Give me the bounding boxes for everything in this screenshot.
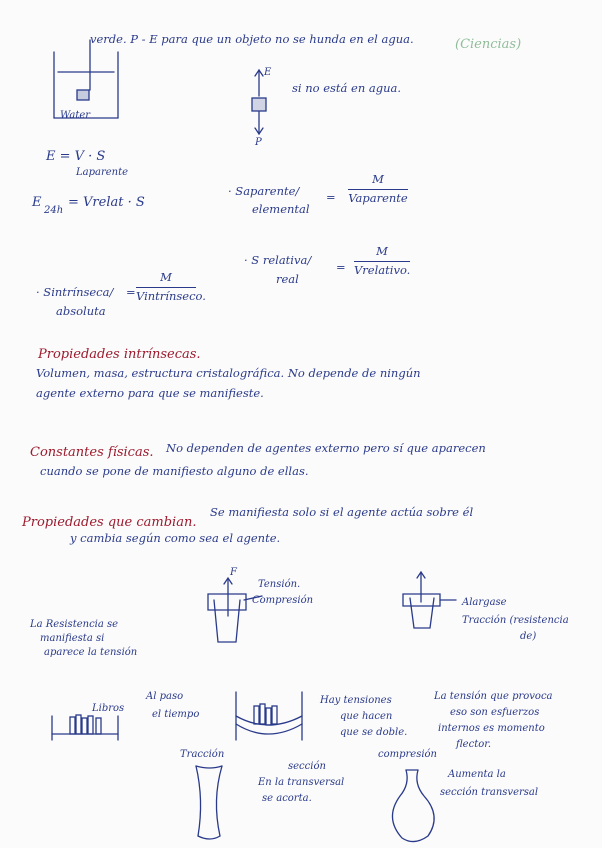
bookshelf-bent-sketch [236,692,302,740]
resist-note-3: aparece la tensión [44,647,138,658]
tension-label: Tensión. [258,579,301,590]
section1-line2: agente externo para que se manifieste. [36,386,264,400]
time-label-2: el tiempo [152,709,200,720]
cup-elongate-sketch [403,572,456,628]
force-diagram-sketch [252,70,266,134]
section2-line1: No dependen de agentes externo pero sí que aparecen [166,441,486,455]
equals-sign: = [336,260,346,274]
compression-bulb-sketch [392,770,434,842]
tension-note-3: que se doble. [340,727,408,738]
intro-line: verde. P - E para que un objeto no se hunda en el agua. [90,32,414,46]
water-label: Water [60,110,91,121]
arrow-top-label: E [264,67,272,78]
saparente-left: · Saparente/ [228,184,300,198]
section3-line2: y cambia según como sea el agente. [70,531,281,545]
elongate-label: Alargase [462,597,507,608]
e24-sub: 24h [44,205,64,216]
seccion-label-1: sección [288,761,326,772]
sintr-den: Vintrínseco. [136,288,206,303]
section1-line1: Volumen, masa, estructura cristalográfica. No depende de ningún [36,366,421,380]
faint-page-note: (Ciencias) [455,37,522,52]
fraction-bar [348,189,408,190]
section1-heading: Propiedades intrínsecas. [38,347,201,362]
aumenta-label-2: sección transversal [440,787,539,798]
sintr-fraction [136,270,206,303]
section2-line2: cuando se pone de manifiesto alguno de ellas. [40,464,309,478]
resist-note-1: La Resistencia se [30,619,119,630]
saparente-left2: elemental [252,202,310,216]
section3-line1: Se manifiesta solo si el agente actúa sobre él [210,505,474,519]
seccion-label-2: En la transversal [258,777,345,788]
equals-sign: = [126,285,136,299]
traction-label-2: de) [520,631,537,642]
e-formula-sub: Laparente [76,167,129,178]
seccion-label-3: se acorta. [262,793,312,804]
e24-left: E [32,195,42,210]
saparente-den: Vaparente [348,190,408,205]
force-label: F [230,567,237,578]
resist-note-2: manifiesta si [40,633,105,644]
e-formula: E = V · S [46,149,106,164]
sintr-num: M [160,270,172,284]
srel-num: M [376,244,388,258]
sintr-left2: absoluta [56,304,106,318]
traction-tube-sketch [196,766,222,839]
sintr-left: · Sintrínseca/ [36,285,114,299]
arrow-bottom-label: P [255,137,262,148]
aumenta-label-1: Aumenta la [448,769,506,780]
traccion-label: Tracción [180,749,225,760]
saparente-fraction [348,174,408,204]
equals-sign: = [326,190,336,204]
saparente-num: M [372,172,384,186]
moment-note-2: eso son esfuerzos [450,707,540,718]
fraction-bar [136,287,196,288]
moment-note-1: La tensión que provoca [434,691,553,702]
time-label-1: Al paso [146,691,184,702]
srel-den: Vrelativo. [354,262,411,277]
compresion-label: compresión [378,749,437,760]
e24-right: = Vrelat · S [68,195,145,210]
tension-note-2: que hacen [340,711,393,722]
srel-fraction [354,246,410,276]
compression-label: Compresión [252,595,314,606]
traction-label: Tracción (resistencia [462,615,569,626]
srel-left: · S relativa/ [244,253,312,267]
side-note: si no está en agua. [292,81,402,95]
fraction-bar [354,261,410,262]
bookshelf-straight-sketch [52,715,118,740]
water-beaker-sketch [54,40,118,118]
moment-note-4: flector. [456,739,492,750]
cup-tension-sketch [208,578,262,642]
section3-heading: Propiedades que cambian. [22,515,197,530]
section2-heading: Constantes físicas. [30,445,154,460]
books-label: Libros [92,703,125,714]
srel-left2: real [276,272,299,286]
moment-note-3: internos es momento [438,723,545,734]
tension-note-1: Hay tensiones [320,695,392,706]
